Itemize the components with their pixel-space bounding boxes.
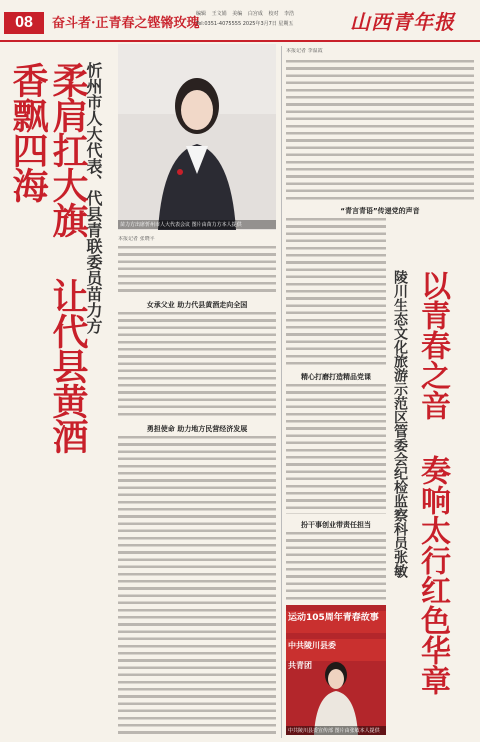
meta-label: 美编 <box>232 11 243 17</box>
section-title: 奋斗者·正青春之铿锵玫瑰 <box>52 16 200 31</box>
article-body-block <box>286 60 474 200</box>
left-subhead: 忻州市人大代表、代县青联委员苗力方 <box>84 62 103 334</box>
event-photo-caption: 中共陵川县委宣传部 图片由张敏本人提供 <box>286 726 386 735</box>
portrait-caption: 苗力方出席忻州市人大代表会议 图片由苗力方本人提供 <box>118 220 276 229</box>
right-section-heading: 精心打磨打造精品党课 <box>301 373 371 381</box>
right-section-heading: “青言青语”传递党的声音 <box>340 207 420 215</box>
meta-label: 校对 <box>268 11 279 17</box>
page-number: 08 <box>4 12 44 34</box>
photo-banner-text: 共青团 <box>288 661 312 670</box>
article-body-block <box>118 312 276 420</box>
column-divider <box>281 46 282 738</box>
meta-label: 编辑 <box>196 11 207 17</box>
right-subhead: 陵川生态文化旅游示范区管委会纪检监察科员张敏 <box>392 270 408 578</box>
contact-date-line: Tel:0351-4075555 2025年3月7日 星期五 <box>196 21 294 27</box>
photo-banner-text: 中共陵川县委 <box>288 641 336 650</box>
left-section-heading: 勇担使命 助力地方民营经济发展 <box>146 425 248 433</box>
left-headline: 柔肩扛大旗 让代县黄酒香飘四海 <box>7 62 89 453</box>
right-headline: 以青春之音 奏响太行红色华章 <box>415 270 450 695</box>
right-byline: 本报记者 李温霞 <box>286 48 323 54</box>
right-section-heading: 扮干事创业带责任担当 <box>301 521 371 529</box>
article-body-block <box>286 218 386 366</box>
left-section-heading: 女承父业 助力代县黄酒走向全国 <box>146 301 248 309</box>
meta-value: 白宫成 <box>247 11 263 17</box>
article-body-block <box>118 246 276 296</box>
editor-line <box>196 10 298 17</box>
portrait-photo <box>118 44 276 230</box>
article-body-block <box>286 384 386 514</box>
newspaper-logo: 山西青年报 <box>350 10 455 34</box>
meta-value: 李浩 <box>284 11 295 17</box>
meta-value: 王文娟 <box>211 11 227 17</box>
photo-banner-text: 运动105周年青春故事 <box>288 613 379 623</box>
article-body-block <box>118 436 276 736</box>
article-body-block <box>286 532 386 600</box>
left-byline: 本报记者 张晓平 <box>118 236 155 242</box>
